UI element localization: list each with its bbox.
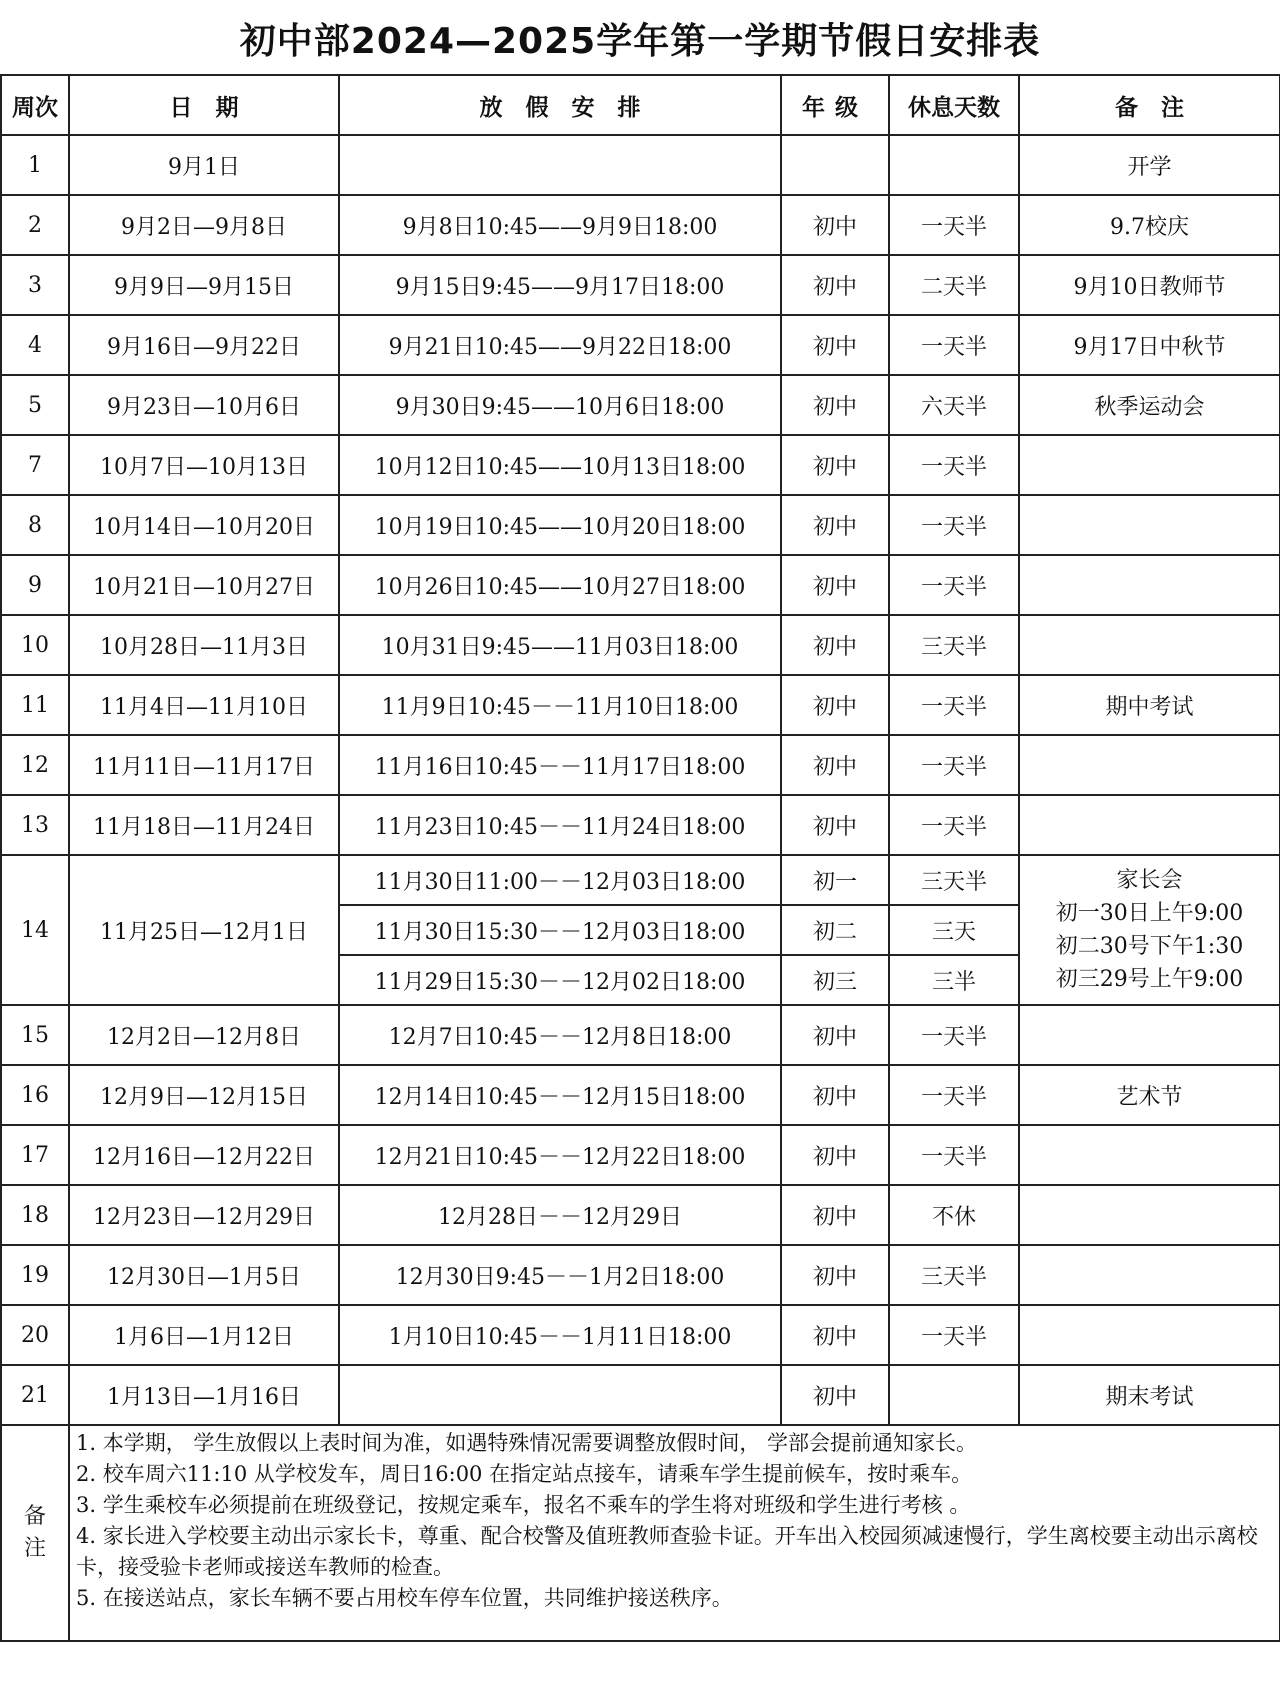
week-cell: 17 xyxy=(1,1125,69,1185)
week-cell: 1 xyxy=(1,135,69,195)
table-row xyxy=(1,255,1280,315)
table-row xyxy=(1,555,1280,615)
date-cell: 12月23日—12月29日 xyxy=(69,1185,339,1245)
date-cell: 10月21日—10月27日 xyxy=(69,555,339,615)
remarks-cell: 期末考试 xyxy=(1019,1365,1280,1425)
week-cell: 18 xyxy=(1,1185,69,1245)
grade-cell: 初中 xyxy=(781,1005,889,1065)
remarks-cell xyxy=(1019,735,1280,795)
note-item: 4. 家长进入学校要主动出示家长卡，尊重、配合校警及值班教师查验卡证。开车出入校园须减速慢行，学生离校要主动出示离校卡，接受验卡老师或接送车教师的检查。 xyxy=(76,1524,1258,1579)
table-row xyxy=(1,1125,1280,1185)
remarks-cell xyxy=(1019,1005,1280,1065)
header-rest-days: 休息天数 xyxy=(889,75,1019,135)
table-row xyxy=(1,795,1280,855)
grade-cell: 初中 xyxy=(781,1305,889,1365)
table-row xyxy=(1,135,1280,195)
rest-days-cell: 一天半 xyxy=(889,795,1019,855)
rest-days-cell: 三天 xyxy=(889,905,1019,955)
header-remarks: 备 注 xyxy=(1019,75,1280,135)
table-row xyxy=(1,1245,1280,1305)
arrangement-cell: 12月7日10:45－－12月8日18:00 xyxy=(339,1005,781,1065)
table-row xyxy=(1,855,1280,905)
arrangement-cell: 11月29日15:30－－12月02日18:00 xyxy=(339,955,781,1005)
rest-days-cell xyxy=(889,135,1019,195)
rest-days-cell xyxy=(889,1365,1019,1425)
remarks-cell: 期中考试 xyxy=(1019,675,1280,735)
remarks-cell xyxy=(1019,615,1280,675)
remarks-cell xyxy=(1019,1125,1280,1185)
table-row xyxy=(1,435,1280,495)
week-cell: 12 xyxy=(1,735,69,795)
remarks-cell: 开学 xyxy=(1019,135,1280,195)
week-cell: 15 xyxy=(1,1005,69,1065)
grade-cell: 初中 xyxy=(781,1185,889,1245)
rest-days-cell: 一天半 xyxy=(889,675,1019,735)
header-week: 周次 xyxy=(1,75,69,135)
remarks-cell: 9月17日中秋节 xyxy=(1019,315,1280,375)
arrangement-cell: 11月9日10:45－－11月10日18:00 xyxy=(339,675,781,735)
date-cell: 9月1日 xyxy=(69,135,339,195)
schedule-table xyxy=(0,74,1280,1642)
week-cell: 3 xyxy=(1,255,69,315)
week-cell: 8 xyxy=(1,495,69,555)
grade-cell: 初中 xyxy=(781,675,889,735)
table-row xyxy=(1,1305,1280,1365)
arrangement-cell: 9月15日9:45——9月17日18:00 xyxy=(339,255,781,315)
date-cell: 11月11日—11月17日 xyxy=(69,735,339,795)
rest-days-cell: 一天半 xyxy=(889,495,1019,555)
note-item: 2. 校车周六11:10 从学校发车，周日16:00 在指定站点接车，请乘车学生提前候车，按时乘车。 xyxy=(76,1462,973,1486)
date-cell: 10月28日—11月3日 xyxy=(69,615,339,675)
grade-cell: 初中 xyxy=(781,315,889,375)
date-cell: 11月25日—12月1日 xyxy=(69,855,339,1005)
arrangement-cell: 11月30日15:30－－12月03日18:00 xyxy=(339,905,781,955)
grade-cell: 初中 xyxy=(781,1365,889,1425)
grade-cell: 初中 xyxy=(781,615,889,675)
week-cell: 16 xyxy=(1,1065,69,1125)
table-row xyxy=(1,1365,1280,1425)
week-cell: 11 xyxy=(1,675,69,735)
arrangement-cell: 12月21日10:45－－12月22日18:00 xyxy=(339,1125,781,1185)
date-cell: 11月4日—11月10日 xyxy=(69,675,339,735)
arrangement-cell: 12月14日10:45－－12月15日18:00 xyxy=(339,1065,781,1125)
arrangement-cell xyxy=(339,135,781,195)
arrangement-cell: 11月30日11:00－－12月03日18:00 xyxy=(339,855,781,905)
week-cell: 20 xyxy=(1,1305,69,1365)
grade-cell: 初中 xyxy=(781,195,889,255)
date-cell: 11月18日—11月24日 xyxy=(69,795,339,855)
date-cell: 12月9日—12月15日 xyxy=(69,1065,339,1125)
week-cell: 19 xyxy=(1,1245,69,1305)
remarks-cell xyxy=(1019,1185,1280,1245)
rest-days-cell: 不休 xyxy=(889,1185,1019,1245)
remarks-cell: 9月10日教师节 xyxy=(1019,255,1280,315)
header-grade: 年级 xyxy=(781,75,889,135)
arrangement-cell: 1月10日10:45－－1月11日18:00 xyxy=(339,1305,781,1365)
table-row xyxy=(1,375,1280,435)
remarks-cell: 秋季运动会 xyxy=(1019,375,1280,435)
arrangement-cell xyxy=(339,1365,781,1425)
date-cell: 12月16日—12月22日 xyxy=(69,1125,339,1185)
rest-days-cell: 三天半 xyxy=(889,615,1019,675)
arrangement-cell: 10月19日10:45——10月20日18:00 xyxy=(339,495,781,555)
grade-cell: 初中 xyxy=(781,555,889,615)
week-cell: 21 xyxy=(1,1365,69,1425)
notes-label-text: 备注 xyxy=(23,1504,46,1561)
date-cell: 9月2日—9月8日 xyxy=(69,195,339,255)
grade-cell: 初中 xyxy=(781,255,889,315)
date-cell: 9月23日—10月6日 xyxy=(69,375,339,435)
note-item: 1. 本学期， 学生放假以上表时间为准，如遇特殊情况需要调整放假时间， 学部会提前通知家长。 xyxy=(76,1431,978,1455)
remarks-cell: 艺术节 xyxy=(1019,1065,1280,1125)
note-item: 5. 在接送站点，家长车辆不要占用校车停车位置，共同维护接送秩序。 xyxy=(76,1586,733,1610)
remarks-line: 初二30号下午1:30 xyxy=(1055,934,1244,959)
rest-days-cell: 一天半 xyxy=(889,1005,1019,1065)
table-row xyxy=(1,615,1280,675)
grade-cell: 初中 xyxy=(781,735,889,795)
week-cell: 7 xyxy=(1,435,69,495)
grade-cell: 初二 xyxy=(781,905,889,955)
week-cell: 5 xyxy=(1,375,69,435)
table-row xyxy=(1,1065,1280,1125)
remarks-cell xyxy=(1019,795,1280,855)
grade-cell: 初三 xyxy=(781,955,889,1005)
rest-days-cell: 一天半 xyxy=(889,1065,1019,1125)
grade-cell: 初中 xyxy=(781,435,889,495)
week-cell: 14 xyxy=(1,855,69,1005)
week-cell: 2 xyxy=(1,195,69,255)
page-title: 初中部2024—2025学年第一学期节假日安排表 xyxy=(239,21,1041,62)
rest-days-cell: 一天半 xyxy=(889,1125,1019,1185)
table-row xyxy=(1,735,1280,795)
rest-days-cell: 二天半 xyxy=(889,255,1019,315)
table-row xyxy=(1,495,1280,555)
arrangement-cell: 11月16日10:45－－11月17日18:00 xyxy=(339,735,781,795)
arrangement-cell: 10月26日10:45——10月27日18:00 xyxy=(339,555,781,615)
header-row xyxy=(1,75,1280,135)
remarks-cell xyxy=(1019,1245,1280,1305)
rest-days-cell: 三天半 xyxy=(889,1245,1019,1305)
notes-label xyxy=(1,1425,69,1641)
rest-days-cell: 一天半 xyxy=(889,195,1019,255)
remarks-cell xyxy=(1019,855,1280,1005)
grade-cell: 初一 xyxy=(781,855,889,905)
remarks-cell: 9.7校庆 xyxy=(1019,195,1280,255)
table-row xyxy=(1,315,1280,375)
table-row xyxy=(1,195,1280,255)
arrangement-cell: 12月28日－－12月29日 xyxy=(339,1185,781,1245)
rest-days-cell: 三半 xyxy=(889,955,1019,1005)
rest-days-cell: 一天半 xyxy=(889,735,1019,795)
rest-days-cell: 一天半 xyxy=(889,435,1019,495)
grade-cell: 初中 xyxy=(781,1065,889,1125)
table-row xyxy=(1,1005,1280,1065)
remarks-cell xyxy=(1019,495,1280,555)
date-cell: 1月6日—1月12日 xyxy=(69,1305,339,1365)
header-date: 日 期 xyxy=(69,75,339,135)
grade-cell: 初中 xyxy=(781,375,889,435)
note-item: 3. 学生乘校车必须提前在班级登记，按规定乘车，报名不乘车的学生将对班级和学生进行考核 。 xyxy=(76,1493,971,1517)
arrangement-cell: 10月12日10:45——10月13日18:00 xyxy=(339,435,781,495)
notes-row xyxy=(1,1425,1280,1641)
week-cell: 4 xyxy=(1,315,69,375)
arrangement-cell: 9月21日10:45——9月22日18:00 xyxy=(339,315,781,375)
week-cell: 9 xyxy=(1,555,69,615)
remarks-cell xyxy=(1019,1305,1280,1365)
grade-cell: 初中 xyxy=(781,795,889,855)
date-cell: 1月13日—1月16日 xyxy=(69,1365,339,1425)
grade-cell xyxy=(781,135,889,195)
header-arrangement: 放 假 安 排 xyxy=(339,75,781,135)
rest-days-cell: 一天半 xyxy=(889,555,1019,615)
date-cell: 9月16日—9月22日 xyxy=(69,315,339,375)
arrangement-cell: 12月30日9:45－－1月2日18:00 xyxy=(339,1245,781,1305)
arrangement-cell: 9月8日10:45——9月9日18:00 xyxy=(339,195,781,255)
rest-days-cell: 一天半 xyxy=(889,315,1019,375)
remarks-cell xyxy=(1019,435,1280,495)
table-row xyxy=(1,675,1280,735)
remarks-line: 家长会 xyxy=(1116,868,1183,893)
remarks-line: 初一30日上午9:00 xyxy=(1055,901,1244,926)
rest-days-cell: 一天半 xyxy=(889,1305,1019,1365)
date-cell: 12月2日—12月8日 xyxy=(69,1005,339,1065)
rest-days-cell: 三天半 xyxy=(889,855,1019,905)
week-cell: 13 xyxy=(1,795,69,855)
arrangement-cell: 9月30日9:45——10月6日18:00 xyxy=(339,375,781,435)
date-cell: 10月14日—10月20日 xyxy=(69,495,339,555)
remarks-line: 初三29号上午9:00 xyxy=(1055,967,1244,992)
date-cell: 12月30日—1月5日 xyxy=(69,1245,339,1305)
notes-content xyxy=(69,1425,1280,1641)
date-cell: 10月7日—10月13日 xyxy=(69,435,339,495)
grade-cell: 初中 xyxy=(781,1125,889,1185)
table-row xyxy=(1,1185,1280,1245)
grade-cell: 初中 xyxy=(781,1245,889,1305)
arrangement-cell: 10月31日9:45——11月03日18:00 xyxy=(339,615,781,675)
date-cell: 9月9日—9月15日 xyxy=(69,255,339,315)
arrangement-cell: 11月23日10:45－－11月24日18:00 xyxy=(339,795,781,855)
grade-cell: 初中 xyxy=(781,495,889,555)
remarks-cell xyxy=(1019,555,1280,615)
week-cell: 10 xyxy=(1,615,69,675)
rest-days-cell: 六天半 xyxy=(889,375,1019,435)
